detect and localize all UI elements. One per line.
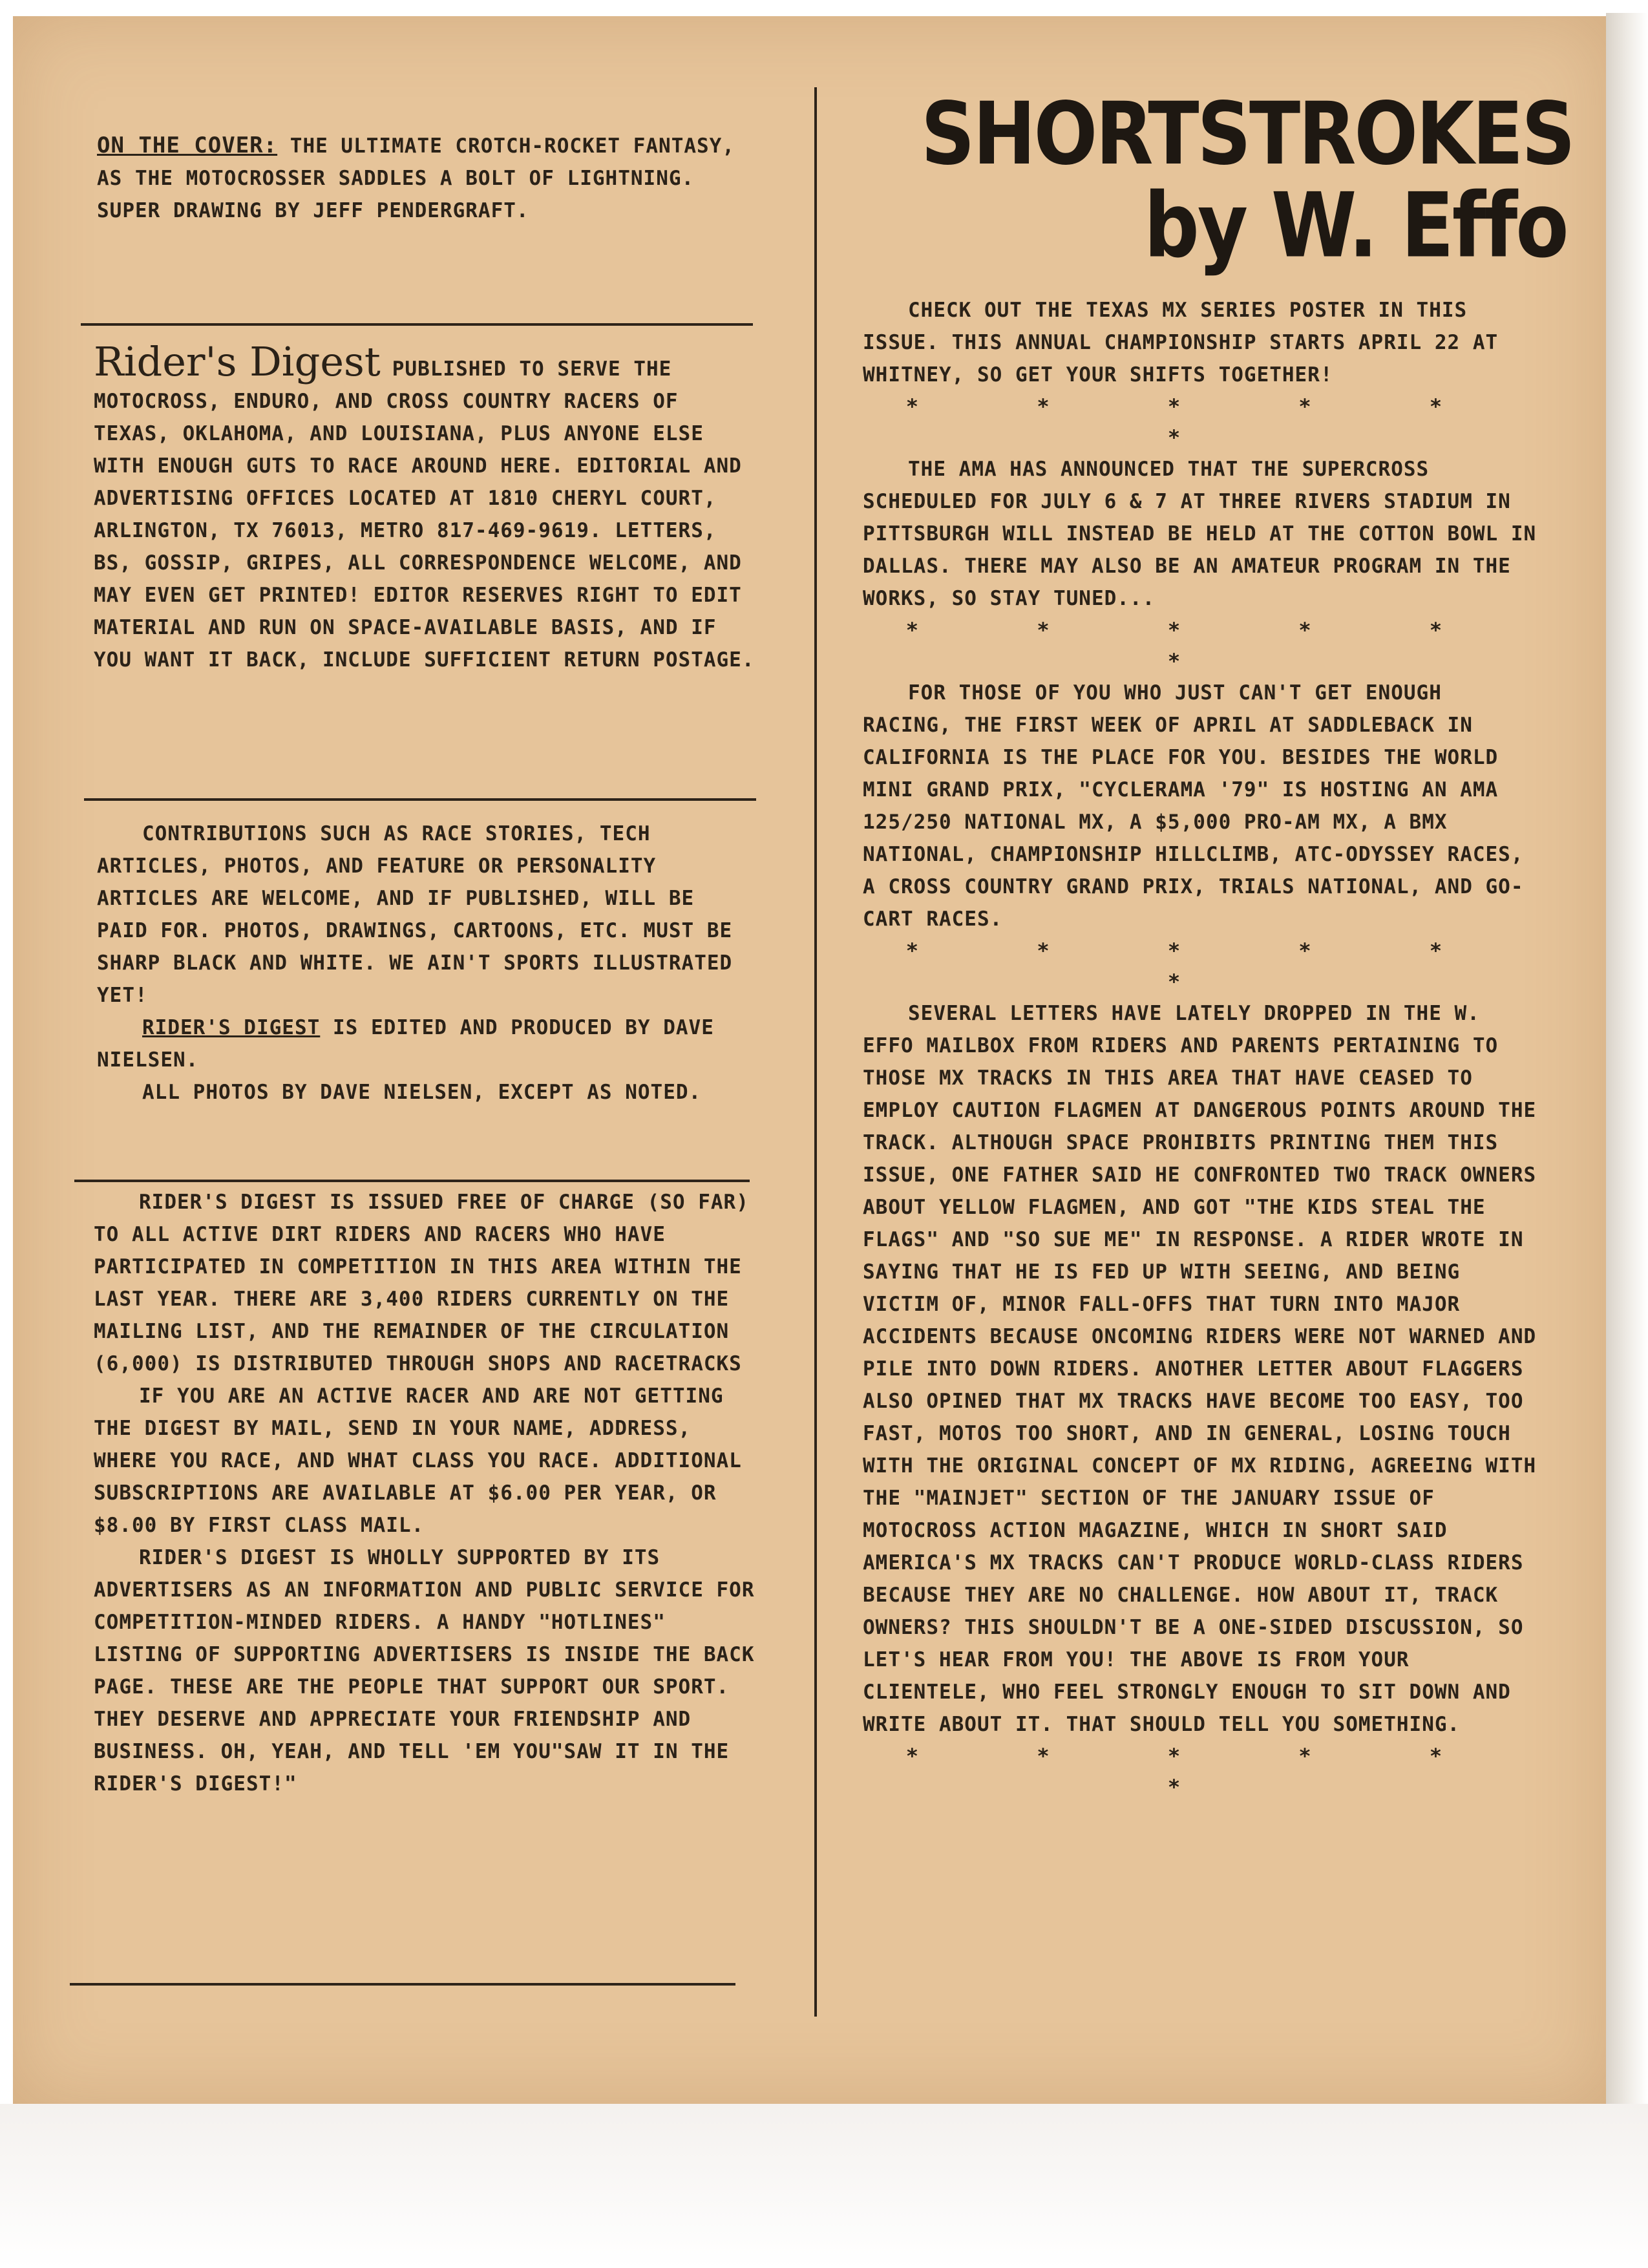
scan-margin <box>0 2104 1648 2268</box>
page-shadow <box>1606 13 1648 2107</box>
separator-1: * * * * * * <box>905 394 1495 450</box>
issued-p3: RIDER'S DIGEST IS WHOLLY SUPPORTED BY ITS ADVERTISERS AS AN INFORMATION AND PUBLIC SERVICE FOR COMPETITION-MINDED RIDERS. A HANDY "HOTLINES" LISTING OF SUPPORTING ADVERTISERS IS INSIDE THE BACK PAGE. THESE ARE THE PEOPLE THAT SUPPORT OUR SPORT. THEY DESERVE AND APPRECIATE YOUR FRIENDSHIP AND BUSINESS. OH, YEAH, AND TELL 'EM YOU"SAW IT IN THE RIDER'S DIGEST!" <box>94 1546 755 1796</box>
divider-4 <box>70 1983 735 1986</box>
column-p3: FOR THOSE OF YOU WHO JUST CAN'T GET ENOUGH RACING, THE FIRST WEEK OF APRIL AT SADDLEBACK IN CALIFORNIA IS THE PLACE FOR YOU. BESIDES THE WORLD MINI GRAND PRIX, "CYCLERAMA '79" IS HOSTING AN AMA 125/250 NATIONAL MX, A $5,000 PRO-AM MX, A BMX NATIONAL, CHAMPIONSHIP HILLCLIMB, ATC-ODYSSEY RACES, A CROSS COUNTRY GRAND PRIX, TRIALS NATIONAL, AND GO-CART RACES. <box>863 681 1524 931</box>
separator-3: * * * * * * <box>905 938 1495 994</box>
separator-2: * * * * * * <box>905 618 1495 673</box>
divider-1 <box>81 323 753 326</box>
issued-block <box>94 1186 759 1800</box>
masthead-block <box>94 338 759 676</box>
column-rule <box>814 87 817 2017</box>
cover-text: THE ULTIMATE CROTCH-ROCKET FANTASY, AS THE MOTOCROSSER SADDLES A BOLT OF LIGHTNING. SUPER DRAWING BY JEFF PENDERGRAFT. <box>97 134 735 222</box>
masthead-text: PUBLISHED TO SERVE THE MOTOCROSS, ENDURO, AND CROSS COUNTRY RACERS OF TEXAS, OKLAHOMA, AND LOUISIANA, PLUS ANYONE ELSE WITH ENOUGH GUTS TO RACE AROUND HERE. EDITORIAL AND ADVERTISING OFFICES LOCATED AT 1810 CHERYL COURT, ARLINGTON, TX 76013, METRO 817-469-9619. LETTERS, BS, GOSSIP, GRIPES, ALL CORRESPONDENCE WELCOME, AND MAY EVEN GET PRINTED! EDITOR RESERVES RIGHT TO EDIT MATERIAL AND RUN ON SPACE-AVAILABLE BASIS, AND IF YOU WANT IT BACK, INCLUDE SUFFICIENT RETURN POSTAGE. <box>94 357 755 672</box>
column-p2: THE AMA HAS ANNOUNCED THAT THE SUPERCROSS SCHEDULED FOR JULY 6 & 7 AT THREE RIVERS STADIUM IN PITTSBURGH WILL INSTEAD BE HELD AT THE COTTON BOWL IN DALLAS. THERE MAY ALSO BE AN AMATEUR PROGRAM IN THE WORKS, SO STAY TUNED... <box>863 458 1537 610</box>
masthead-name: Rider's Digest <box>94 338 381 385</box>
cover-label: ON THE COVER: <box>97 132 278 158</box>
separator-4: * * * * * * <box>905 1744 1495 1799</box>
cover-note <box>97 129 756 227</box>
edited-text: IS EDITED AND PRODUCED BY DAVE NIELSEN. <box>97 1016 714 1072</box>
column-p1: CHECK OUT THE TEXAS MX SERIES POSTER IN THIS ISSUE. THIS ANNUAL CHAMPIONSHIP STARTS APRIL 22 AT WHITNEY, SO GET YOUR SHIFTS TOGETHER! <box>863 299 1499 387</box>
divider-3 <box>74 1180 750 1182</box>
contributions-block <box>97 818 756 1108</box>
issued-p1: RIDER'S DIGEST IS ISSUED FREE OF CHARGE (SO FAR) TO ALL ACTIVE DIRT RIDERS AND RACERS WHO HAVE PARTICIPATED IN COMPETITION IN THIS AREA WITHIN THE LAST YEAR. THERE ARE 3,400 RIDERS CURRENTLY ON THE MAILING LIST, AND THE REMAINDER OF THE CIRCULATION (6,000) IS DISTRIBUTED THROUGH SHOPS AND RACETRACKS <box>94 1191 749 1375</box>
column-byline: by W. Effo <box>1144 175 1567 278</box>
column-title: SHORTSTROKES <box>921 84 1574 185</box>
column-p4: SEVERAL LETTERS HAVE LATELY DROPPED IN THE W. EFFO MAILBOX FROM RIDERS AND PARENTS PERTAINING TO THOSE MX TRACKS IN THIS AREA THAT HAVE CEASED TO EMPLOY CAUTION FLAGMEN AT DANGEROUS POINTS AROUND THE TRACK. ALTHOUGH SPACE PROHIBITS PRINTING THEM THIS ISSUE, ONE FATHER SAID HE CONFRONTED TWO TRACK OWNERS ABOUT YELLOW FLAGMEN, AND GOT "THE KIDS STEAL THE FLAGS" AND "SO SUE ME" IN RESPONSE. A RIDER WROTE IN SAYING THAT HE IS FED UP WITH SEEING, AND BEING VICTIM OF, MINOR FALL-OFFS THAT TURN INTO MAJOR ACCIDENTS BECAUSE ONCOMING RIDERS WERE NOT WARNED AND PILE INTO DOWN RIDERS. ANOTHER LETTER ABOUT FLAGGERS ALSO OPINED THAT MX TRACKS HAVE BECOME TOO EASY, TOO FAST, MOTOS TOO SHORT, AND IN GENERAL, LOSING TOUCH WITH THE ORIGINAL CONCEPT OF MX RIDING, AGREEING WITH THE "MAINJET" SECTION OF THE JANUARY ISSUE OF MOTOCROSS ACTION MAGAZINE, WHICH IN SHORT SAID AMERICA'S MX TRACKS CAN'T PRODUCE WORLD-CLASS RIDERS BECAUSE THEY ARE NO CHALLENGE. HOW ABOUT IT, TRACK OWNERS? THIS SHOULDN'T BE A ONE-SIDED DISCUSSION, SO LET'S HEAR FROM YOU! THE ABOVE IS FROM YOUR CLIENTELE, WHO FEEL STRONGLY ENOUGH TO SIT DOWN AND WRITE ABOUT IT. THAT SHOULD TELL YOU SOMETHING. <box>863 1002 1537 1736</box>
edited-line <box>97 1012 756 1076</box>
issued-p2: IF YOU ARE AN ACTIVE RACER AND ARE NOT GETTING THE DIGEST BY MAIL, SEND IN YOUR NAME, ADDRESS, WHERE YOU RACE, AND WHAT CLASS YOU RACE. ADDITIONAL SUBSCRIPTIONS ARE AVAILABLE AT $6.00 PER YEAR, OR $8.00 BY FIRST CLASS MAIL. <box>94 1384 742 1537</box>
photos-credit: ALL PHOTOS BY DAVE NIELSEN, EXCEPT AS NOTED. <box>142 1081 702 1104</box>
column-body <box>863 294 1538 1803</box>
edited-name: RIDER'S DIGEST <box>142 1016 321 1039</box>
divider-2 <box>84 798 756 801</box>
contributions-text: CONTRIBUTIONS SUCH AS RACE STORIES, TECH ARTICLES, PHOTOS, AND FEATURE OR PERSONALITY ARTICLES ARE WELCOME, AND IF PUBLISHED, WILL BE PAID FOR. PHOTOS, DRAWINGS, CARTOONS, ETC. MUST BE SHARP BLACK AND WHITE. WE AIN'T SPORTS ILLUSTRATED YET! <box>97 822 733 1007</box>
